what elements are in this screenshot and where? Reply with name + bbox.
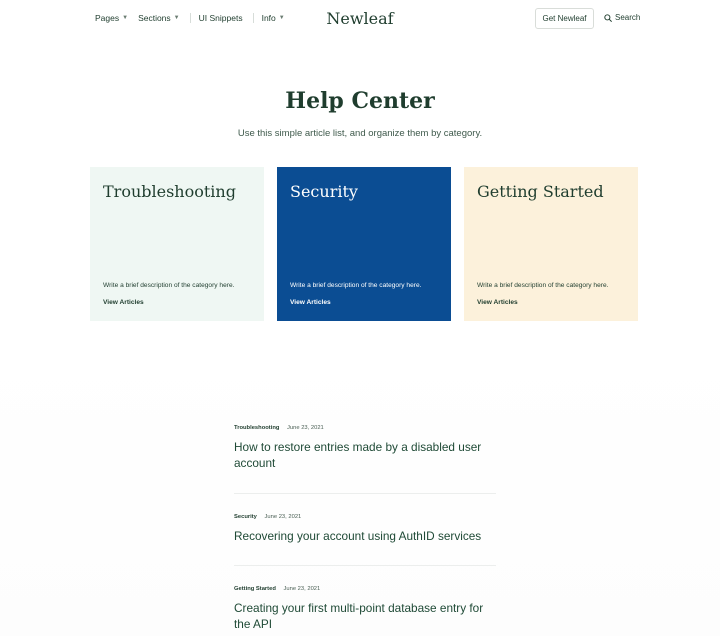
view-articles-link[interactable]: View Articles [103,299,144,306]
article-category[interactable]: Troubleshooting [234,425,280,431]
article-date: June 23, 2021 [287,425,324,431]
list-item [234,425,496,471]
article-title-link[interactable]: Creating your first multi-point database entry for the API [234,601,484,631]
article-date: June 23, 2021 [264,514,302,520]
chevron-down-icon: ▼ [122,15,129,21]
article-title-link[interactable]: How to restore entries made by a disabled user account [234,440,482,470]
nav-item-label: Info [261,13,276,23]
chevron-down-icon: ▼ [173,15,180,21]
nav-item-label: Sections [138,13,171,23]
article-title-link[interactable]: Recovering your account using AuthID services [234,529,482,543]
nav-item-label: Pages [95,13,120,23]
article-meta [234,586,496,592]
search-icon [604,14,612,22]
category-card-security[interactable] [277,167,451,321]
chevron-down-icon: ▼ [278,15,285,21]
category-description: Write a brief description of the category here. [103,282,235,289]
nav-item-label: UI Snippets [198,13,243,23]
category-description: Write a brief description of the category here. [290,282,422,289]
article-divider [234,493,496,494]
category-title: Getting Started [477,182,604,201]
category-card-troubleshooting[interactable] [90,167,264,321]
article-divider [234,565,496,566]
article-meta [234,425,496,431]
page-subtitle: Use this simple article list, and organize them by category. [237,128,483,139]
brand-logo[interactable]: Newleaf [326,9,394,28]
category-title: Security [290,182,358,201]
page-title: Help Center [285,88,435,114]
list-item [234,586,496,632]
category-description: Write a brief description of the category here. [477,282,609,289]
view-articles-link[interactable]: View Articles [477,299,518,306]
get-newleaf-button[interactable]: Get Newleaf [535,8,594,29]
article-meta [234,514,496,520]
category-title: Troubleshooting [103,182,236,201]
search-label: Search [615,13,641,22]
list-item [234,514,496,544]
article-date: June 23, 2021 [283,586,321,592]
top-nav [0,0,720,38]
category-card-getting-started[interactable] [464,167,638,321]
search-button[interactable] [604,13,640,22]
view-articles-link[interactable]: View Articles [290,299,331,306]
article-category[interactable]: Security [234,514,257,520]
article-category[interactable]: Getting Started [234,586,276,592]
